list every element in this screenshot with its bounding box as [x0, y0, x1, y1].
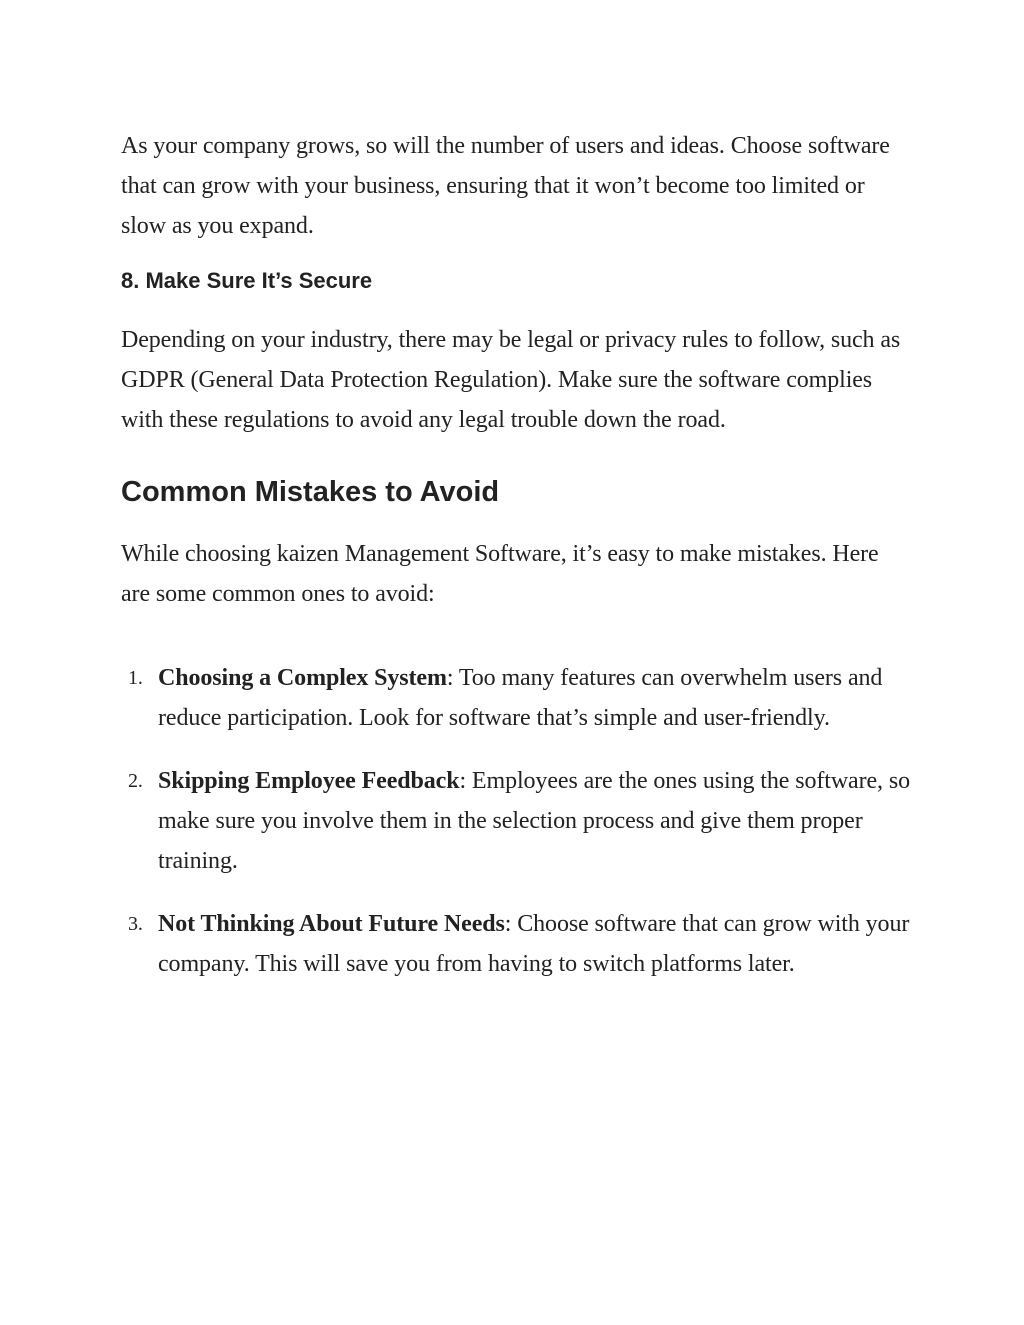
- section-heading-mistakes: Common Mistakes to Avoid: [121, 476, 500, 508]
- list-item: [121, 761, 911, 881]
- list-item-text: : Too many features can overwhelm users and reduce participation. Look for software that’s simple and user-friendly.: [158, 665, 883, 731]
- mistakes-intro-paragraph: While choosing kaizen Management Software, it’s easy to make mistakes. Here are some common ones to avoid:: [121, 541, 879, 607]
- list-item-text: : Choose software that can grow with your company. This will save you from having to switch platforms later.: [158, 911, 910, 977]
- section-heading-secure: 8. Make Sure It’s Secure: [121, 268, 373, 293]
- list-item: [121, 904, 911, 984]
- list-item-title: Not Thinking About Future Needs: [158, 911, 505, 937]
- list-item-text: : Employees are the ones using the software, so make sure you involve them in the selection process and give them proper training.: [158, 768, 910, 874]
- list-item-title: Choosing a Complex System: [158, 665, 447, 691]
- document-page: [121, 126, 911, 1007]
- intro-paragraph: As your company grows, so will the number of users and ideas. Choose software that can grow with your business, ensuring that it won’t become too limited or slow as you expand.: [121, 133, 890, 239]
- mistakes-list: [121, 658, 911, 984]
- list-item-title: Skipping Employee Feedback: [158, 768, 460, 794]
- list-item: [121, 658, 911, 738]
- list-item-number: 3.: [128, 913, 143, 935]
- list-item-number: 2.: [128, 770, 143, 792]
- list-item-number: 1.: [128, 667, 143, 689]
- section-paragraph-secure: Depending on your industry, there may be legal or privacy rules to follow, such as GDPR (General Data Protection Regulation). Make sure the software complies with these regulations to avoid any legal trouble down the road.: [121, 327, 901, 433]
